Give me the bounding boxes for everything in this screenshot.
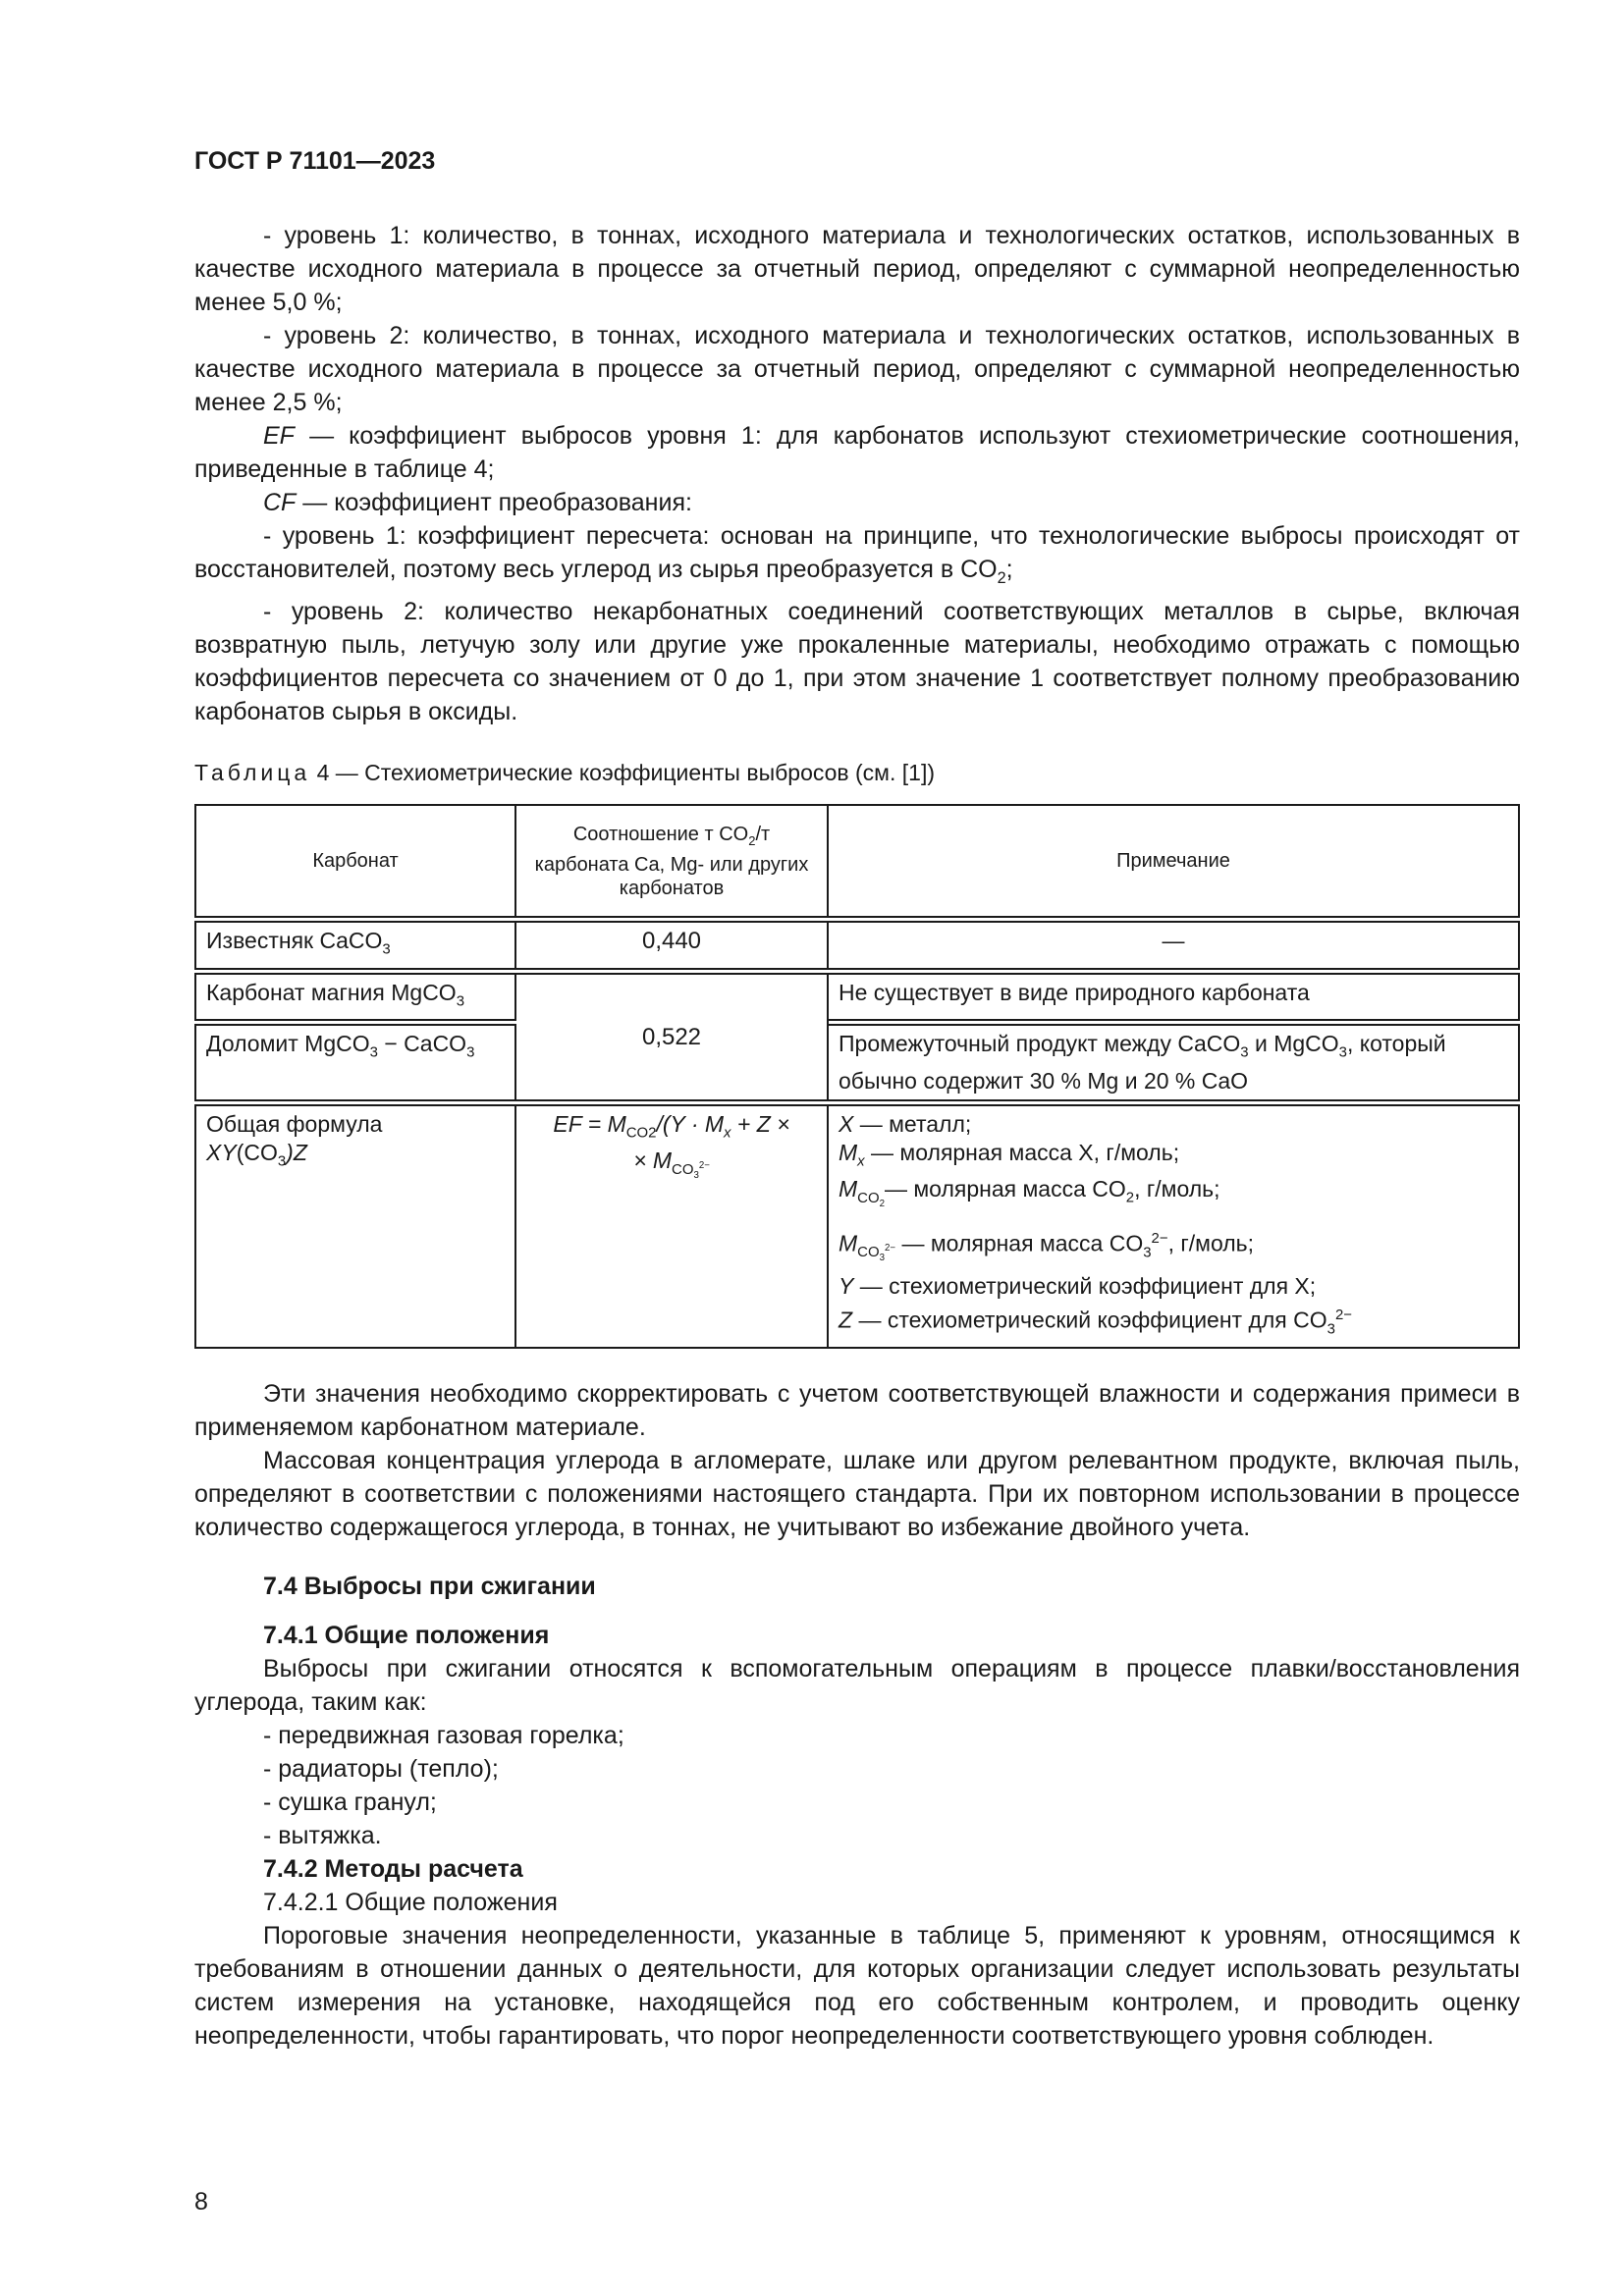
paragraph-cf [194, 486, 1520, 519]
cell-magnesium-carbonate [194, 973, 516, 1022]
note-line: $M_x$ — молярная масса X, г/моль; [839, 1139, 1180, 1170]
cell-text: Общая формула [206, 1110, 383, 1137]
section-7-4-1-heading: 7.4.1 Общие положения [263, 1622, 550, 1650]
table-caption [194, 758, 1520, 787]
subscript: CO2 [625, 1124, 657, 1142]
formula-ef: EF = M [553, 1110, 626, 1137]
table-row [194, 1024, 1520, 1101]
note-text: , г/моль; [1167, 1230, 1255, 1256]
ef-text: — коэффициент выбросов уровня 1: для карбонатов используют стехиометрические соотношения, приведенные в таблице 4; [194, 422, 1520, 483]
cell-text: Известняк CaCO [206, 928, 383, 953]
header-ratio [516, 804, 829, 918]
subscript: 2 [997, 569, 1006, 587]
subscript: 3 [1240, 1043, 1249, 1061]
sub-3: 3 [693, 1169, 699, 1181]
cell-mg-dolomite-ratio: 0,522 [516, 973, 829, 1101]
subscript: 3 [1338, 1043, 1347, 1061]
note-line: $M_{CO_3^{2-}}$ — молярная масса $CO_3^{2-}$, г/моль; [839, 1229, 1255, 1264]
note-line: Y — стехиометрический коэффициент для X; [839, 1273, 1317, 1300]
list-item: - передвижная газовая горелка; [263, 1722, 624, 1750]
caption-text: 4 — Стехиометрические коэффициенты выбросов (см. [1]) [310, 760, 936, 785]
paragraph-combustion: Выбросы при сжигании относятся к вспомогательным операциям в процессе плавки/восстановления углерода, таким как: [194, 1655, 1520, 1717]
paragraph-cf-level2: - уровень 2: количество некарбонатных соединений соответствующих металлов в сырье, включая возвратную пыль, летучую золу или другие уже прокаленные материалы, необходимо отражать с помощью коэффициентов пересчета со значением от 0 до 1, при этом значение 1 соответствует полному преобразованию карбонатов сырья в оксиды. [194, 598, 1520, 725]
subscript: 3 [466, 1043, 475, 1061]
punct: ; [1005, 556, 1013, 583]
note-text: — молярная масса CO [884, 1176, 1126, 1202]
table-row [194, 1104, 1520, 1350]
note-text: — молярная масса CO [895, 1230, 1144, 1256]
paragraph-correction: Эти значения необходимо скорректировать с учетом соответствующей влажности и содержания примеси в применяемом карбонатном материале. [194, 1380, 1520, 1442]
header-note: Примечание [829, 804, 1520, 918]
cf-text: — коэффициент преобразования: [296, 489, 692, 516]
stoichiometry-table [194, 801, 1520, 1352]
paragraph-thresholds: Пороговые значения неопределенности, указанные в таблице 5, применяют к уровням, относящимся к требованиям в отношении данных о деятельности, для которых организации следует использовать результаты систем измерения на установке, находящейся под его собственным контролем, и проводить оценку неопределенности, чтобы гарантировать, что порог неопределенности соответствующего уровня соблюден. [194, 1922, 1520, 2051]
cell-limestone-note: — [829, 921, 1520, 970]
document-page [194, 147, 1520, 2053]
cell-text: Карбонат магния MgCO [206, 979, 457, 1005]
caption-word: Таблица [194, 760, 311, 785]
paragraph-mass-concentration: Массовая концентрация углерода в агломерате, шлаке или другом релевантном продукте, включая пыль, определяют в соответствии с положениями настоящего стандарта. При их повторном использовании в процессе количество содержащегося углерода, в тоннах, не учитывают во избежание двойного учета. [194, 1447, 1520, 1542]
subscript: 2 [748, 832, 756, 848]
list-item: - сушка гранул; [263, 1789, 437, 1817]
formula-part: /(Y · M [656, 1110, 725, 1137]
note-text: — стехиометрический коэффициент для X; [853, 1273, 1317, 1300]
subscript: 3 [277, 1152, 287, 1170]
cell-dolomite-note [829, 1024, 1520, 1101]
paragraph-level1: - уровень 1: количество, в тоннах, исходного материала и технологических остатков, использованных в качестве исходного материала в процессе за отчетный период, определяют с суммарной неопределенностью менее 5,0 %; [194, 222, 1520, 316]
cell-general-formula [194, 1104, 516, 1350]
note-line: $M_{CO_2}—$ молярная масса $CO_2$, г/моль; [839, 1176, 1220, 1209]
note-line: X — металл; [839, 1110, 972, 1137]
note-text: , г/моль; [1134, 1176, 1220, 1202]
subscript-x: x [724, 1124, 731, 1142]
table-header-row [194, 804, 1520, 918]
cell-magnesium-note: Не существует в виде природного карбоната [829, 973, 1520, 1022]
formula-part: + Z × [731, 1110, 790, 1137]
note-text: — стехиометрический коэффициент для CO [852, 1307, 1327, 1333]
cell-text: − CaCO [377, 1031, 467, 1057]
note-line: Z — стехиометрический коэффициент для $CO_3^{2-}$ [839, 1307, 1352, 1338]
sub-co: CO [672, 1160, 694, 1178]
cf-symbol: CF [263, 489, 297, 516]
cell-formula-notes [829, 1104, 1520, 1350]
cell-text: , который обычно содержит 30 % Mg и 20 % CaO [839, 1031, 1446, 1094]
cell-text: Доломит MgCO [206, 1031, 370, 1057]
section-7-4-heading: 7.4 Выбросы при сжигании [263, 1573, 596, 1601]
paragraph-cf-level1 [194, 519, 1520, 595]
cell-limestone-ratio: 0,440 [516, 921, 829, 970]
subscript: 3 [456, 992, 465, 1010]
paragraph-ef [194, 419, 1520, 486]
note-text: — металл; [853, 1110, 972, 1137]
formula-xy: XY [206, 1139, 237, 1165]
paragraph-level2: - уровень 2: количество, в тоннах, исходного материала и технологических остатков, использованных в качестве исходного материала в процессе за отчетный период, определяют с суммарной неопределенностью менее 2,5 %; [194, 322, 1520, 416]
cell-text: и MgCO [1248, 1031, 1339, 1057]
subscript: 3 [382, 940, 391, 958]
list-item: - вытяжка. [263, 1822, 382, 1850]
page-number: 8 [194, 2188, 208, 2216]
cell-text: Промежуточный продукт между CaCO [839, 1031, 1241, 1057]
header-carbonate: Карбонат [194, 804, 516, 918]
ratio-label: Соотношение т CO [572, 823, 749, 845]
subscript [672, 1159, 710, 1181]
cell-limestone [194, 921, 516, 970]
list-item: - радиаторы (тепло); [263, 1755, 499, 1784]
subscript: 2 [1125, 1189, 1135, 1206]
formula-part: × M [633, 1148, 673, 1174]
table-row [194, 921, 1520, 970]
document-header: ГОСТ Р 71101—2023 [194, 147, 436, 175]
ratio-label-rest: /т карбоната Ca, Mg- или других карбонатов [534, 823, 809, 899]
table-row [194, 973, 1520, 1022]
cell-formula-ef [516, 1104, 829, 1350]
section-7-4-2-1-heading: 7.4.2.1 Общие положения [263, 1889, 558, 1917]
cf-level1-text: - уровень 1: коэффициент пересчета: основан на принципе, что технологические выбросы происходят от восстановителей, поэтому весь углерод из сырья преобразуется в CO [194, 522, 1520, 583]
formula-z: )Z [286, 1139, 307, 1165]
section-7-4-2-heading: 7.4.2 Методы расчета [263, 1855, 523, 1884]
subscript: 3 [369, 1043, 378, 1061]
cell-dolomite [194, 1024, 516, 1101]
note-text: — молярная масса X, г/моль; [864, 1139, 1180, 1165]
formula-co: (CO [236, 1139, 278, 1165]
ef-symbol: EF [263, 422, 295, 450]
sup-charge: 2− [698, 1159, 710, 1171]
